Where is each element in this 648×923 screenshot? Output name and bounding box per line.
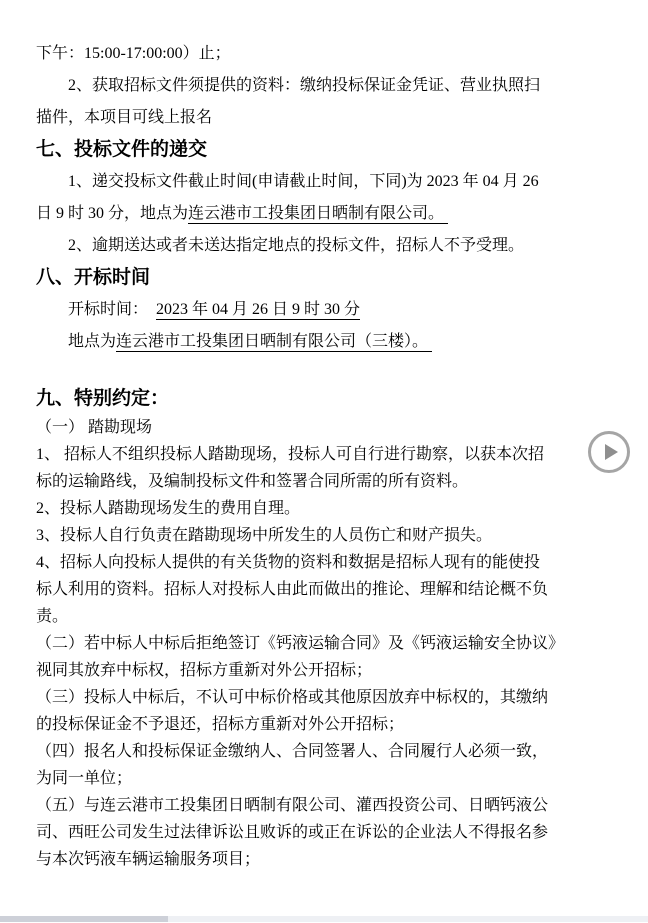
- paragraph-line: 4、招标人向投标人提供的有关货物的资料和数据是招标人现有的能使投: [36, 554, 541, 571]
- paragraph-line: 标人利用的资料。招标人对投标人由此而做出的推论、理解和结论概不负: [36, 581, 549, 598]
- paragraph-line: 2、获取招标文件须提供的资料：缴纳投标保证金凭证、营业执照扫: [68, 77, 541, 94]
- horizontal-scrollbar[interactable]: [0, 916, 648, 922]
- document-body: [36, 38, 630, 873]
- paragraph-line: 视同其放弃中标权，招标方重新对外公开招标；: [36, 662, 373, 679]
- paragraph-line: 的投标保证金不予退还，招标方重新对外公开招标；: [36, 716, 405, 733]
- paragraph-line: 2、投标人踏勘现场发生的费用自理。: [36, 500, 301, 517]
- paragraph-line: 责。: [36, 608, 69, 625]
- paragraph-line: [36, 294, 630, 326]
- paragraph-line: （二）若中标人中标后拒绝签订《钙液运输合同》及《钙液运输安全协议》: [36, 635, 565, 652]
- bid-opening-time-label: 开标时间：: [68, 301, 157, 318]
- paragraph-line: 1、 招标人不组织投标人踏勘现场，投标人可自行进行勘察，以获本次招: [36, 446, 545, 463]
- scrollbar-thumb[interactable]: [0, 916, 168, 922]
- underlined-bid-opening-time: 2023 年 04 月 26 日 9 时 30 分: [156, 301, 361, 318]
- next-page-button[interactable]: [588, 431, 630, 473]
- underlined-company-name: 连云港市工投集团日晒制有限公司。: [188, 205, 449, 222]
- paragraph-line: 3、投标人自行负责在踏勘现场中所发生的人员伤亡和财产损失。: [36, 527, 493, 544]
- paragraph-line: 与本次钙液车辆运输服务项目；: [36, 851, 261, 868]
- paragraph-line: [36, 326, 630, 358]
- paragraph-line: 2、逾期送达或者未送达指定地点的投标文件，招标人不予受理。: [68, 237, 525, 254]
- paragraph-line: 标的运输路线，及编制投标文件和签署合同所需的所有资料。: [36, 473, 469, 490]
- paragraph-line: 司、西旺公司发生过法律诉讼且败诉的或正在诉讼的企业法人不得报名参: [36, 824, 549, 841]
- paragraph-line: 描件，本项目可线上报名: [36, 109, 213, 126]
- paragraph-line: [36, 198, 630, 230]
- section-heading-special-terms: 九、特别约定：: [36, 388, 170, 409]
- text-run: 日 9 时 30 分，地点为: [36, 205, 189, 222]
- paragraph-line: （一） 踏勘现场: [36, 419, 153, 436]
- paragraph-line: （三）投标人中标后，不认可中标价格或其他原因放弃中标权的，其缴纳: [36, 689, 549, 706]
- right-arrow-icon: [605, 444, 618, 460]
- text-run: 地点为: [68, 333, 117, 350]
- paragraph-line: （四）报名人和投标保证金缴纳人、合同签署人、合同履行人必须一致，: [36, 743, 549, 760]
- section-heading-submission: 七、投标文件的递交: [36, 139, 208, 160]
- paragraph-line: 为同一单位；: [36, 770, 133, 787]
- paragraph-line: 下午：15:00-17:00:00）止；: [36, 45, 231, 62]
- section-heading-bid-opening: 八、开标时间: [36, 267, 151, 288]
- underlined-bid-opening-place: 连云港市工投集团日晒制有限公司（三楼）。: [116, 333, 433, 350]
- paragraph-line: 1、递交投标文件截止时间(申请截止时间，下同)为 2023 年 04 月 26: [68, 173, 539, 190]
- paragraph-line: （五）与连云港市工投集团日晒制有限公司、灌西投资公司、日晒钙液公: [36, 797, 549, 814]
